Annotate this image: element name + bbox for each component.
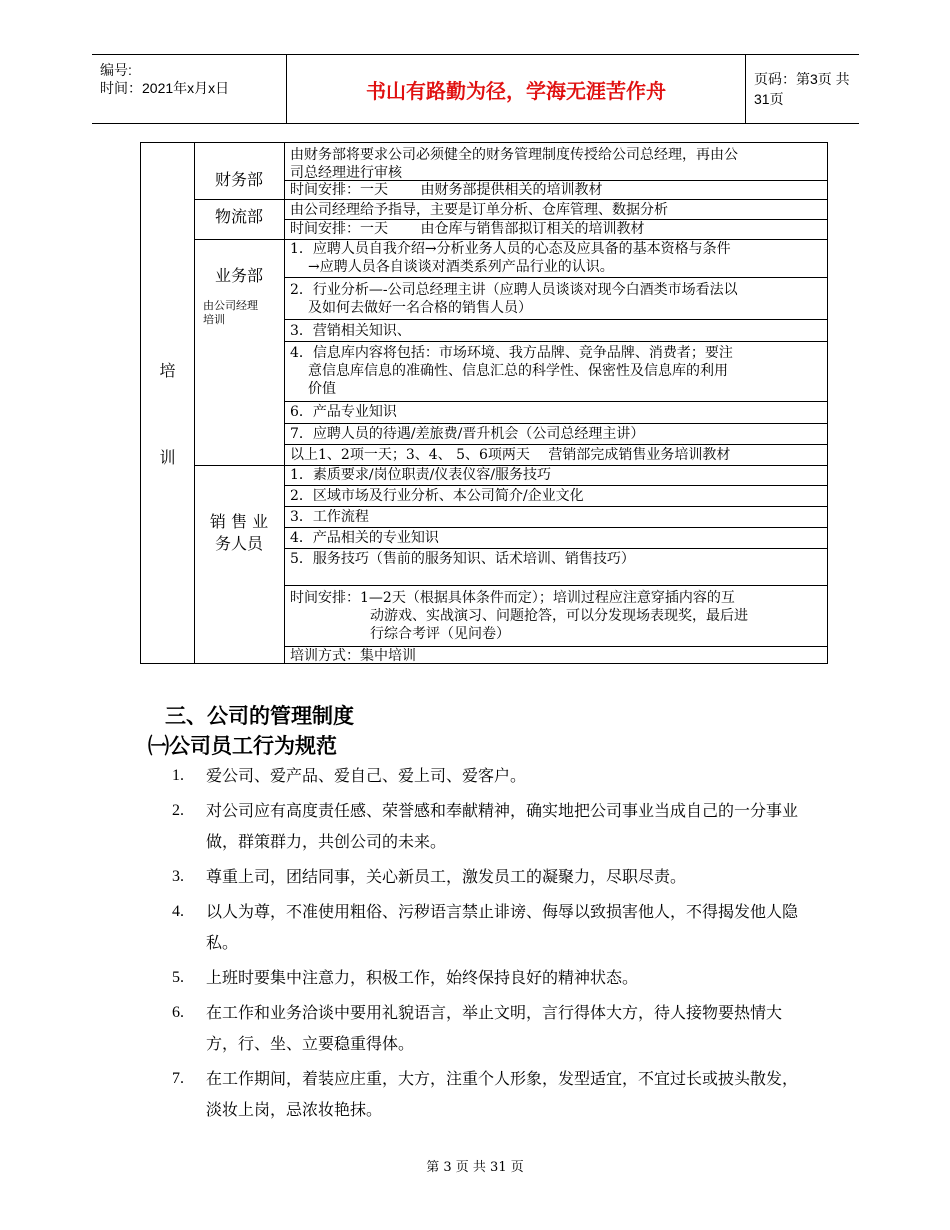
list-item: 2. 对公司应有高度责任感、荣誉感和奉献精神，确实地把公司事业当成自己的一分事业做，群策群力，共创公司的未来。 (172, 801, 799, 851)
header-meta (100, 61, 290, 97)
sales-item-1: 1．素质要求/岗位职责/仪表仪容/服务技巧 (290, 467, 552, 483)
header-motto-cell (286, 55, 746, 123)
list-item: 4. 以人为尊，不准使用粗俗、污秽语言禁止诽谤、侮辱以致损害他人，不得揭发他人隐私。 (172, 902, 799, 952)
finance-schedule: 时间安排：一天 由财务部提供相关的培训教材 (290, 182, 603, 198)
dept-logistics: 物流部 (214, 207, 263, 226)
document-date: 时间：2021年x月x日 (100, 80, 230, 96)
business-item-4: 4．信息库内容将包括：市场环境、我方品牌、竞争品牌、消费者；要注 意信息库信息的准确性、信息汇总的科学性、保密性及信息库的利用 价值 (290, 345, 733, 397)
sales-schedule: 时间安排：1—2天（根据具体条件而定）；培训过程应注意穿插内容的互 动游戏、实战演习、问题抢答，可以分发现场表现奖，最后进 行综合考评（见问卷） (290, 590, 748, 642)
list-item: 5. 上班时要集中注意力，积极工作，始终保持良好的精神状态。 (172, 968, 639, 987)
business-item-1: 1．应聘人员自我介绍→分析业务人员的心态及应具备的基本资格与条件 →应聘人员各自谈谈对酒类系列产品行业的认识。 (290, 241, 731, 275)
page-footer: 第 3 页 共 31 页 (426, 1160, 524, 1175)
header-motto: 书山有路勤为径，学海无涯苦作舟 (366, 78, 666, 103)
dept-sales-staff: 销 售 业 务人员 (209, 512, 269, 553)
sales-item-3: 3．工作流程 (290, 509, 369, 525)
section-subtitle: ㈠公司员工行为规范 (148, 734, 337, 758)
business-item-2: 2．行业分析—-公司总经理主讲（应聘人员谈谈对现今白酒类市场看法以 及如何去做好一名合格的销售人员） (290, 282, 738, 316)
logistics-schedule: 时间安排：一天 由仓库与销售部拟订相关的培训教材 (290, 221, 645, 237)
list-item: 3. 尊重上司，团结同事，关心新员工，激发员工的凝聚力，尽职尽责。 (172, 867, 687, 886)
list-item: 7. 在工作期间，着装应庄重，大方，注重个人形象，发型适宜，不宜过长或披头散发，淡妆上岗，忌浓妆艳抹。 (172, 1069, 799, 1119)
logistics-content: 由公司经理给予指导，主要是订单分析、仓库管理、数据分析 (290, 202, 668, 218)
page-header (92, 54, 859, 124)
business-schedule: 以上1、2项一天；3、4、 5、6项两天 营销部完成销售业务培训教材 (290, 447, 731, 463)
dept-business: 业务部 (214, 266, 263, 285)
business-item-6: 6．产品专业知识 (290, 404, 397, 420)
list-item: 1. 爱公司、爱产品、爱自己、爱上司、爱客户。 (172, 766, 527, 785)
business-item-3: 3．营销相关知识、 (290, 323, 411, 339)
business-item-7: 7．应聘人员的待遇/差旅费/晋升机会（公司总经理主讲） (290, 426, 645, 442)
sales-item-4: 4．产品相关的专业知识 (290, 530, 439, 546)
list-item: 6. 在工作和业务洽谈中要用礼貌语言，举止文明，言行得体大方，待人接物要热情大方，行、坐、立要稳重得体。 (172, 1003, 783, 1053)
section-title: 三、公司的管理制度 (165, 704, 354, 728)
sales-item-2: 2．区域市场及行业分析、本公司简介/企业文化 (290, 488, 584, 504)
finance-row-content: 由财务部将要求公司必须健全的财务管理制度传授给公司总经理，再由公 司总经理进行审核 (290, 147, 738, 181)
conduct-rules-list (150, 760, 810, 1129)
category-char-1: 培 (159, 361, 176, 380)
sales-training-method: 培训方式：集中培训 (290, 648, 416, 664)
training-table (140, 142, 828, 664)
business-trainer-note: 由公司经理 培训 (203, 299, 258, 326)
header-page-info: 页码：第3页 共31页 (754, 71, 850, 107)
document-number-label: 编号: (100, 62, 132, 78)
sales-item-5: 5．服务技巧（售前的服务知识、话术培训、销售技巧） (290, 551, 635, 567)
dept-finance: 财务部 (214, 170, 263, 189)
category-char-2: 训 (159, 448, 176, 467)
